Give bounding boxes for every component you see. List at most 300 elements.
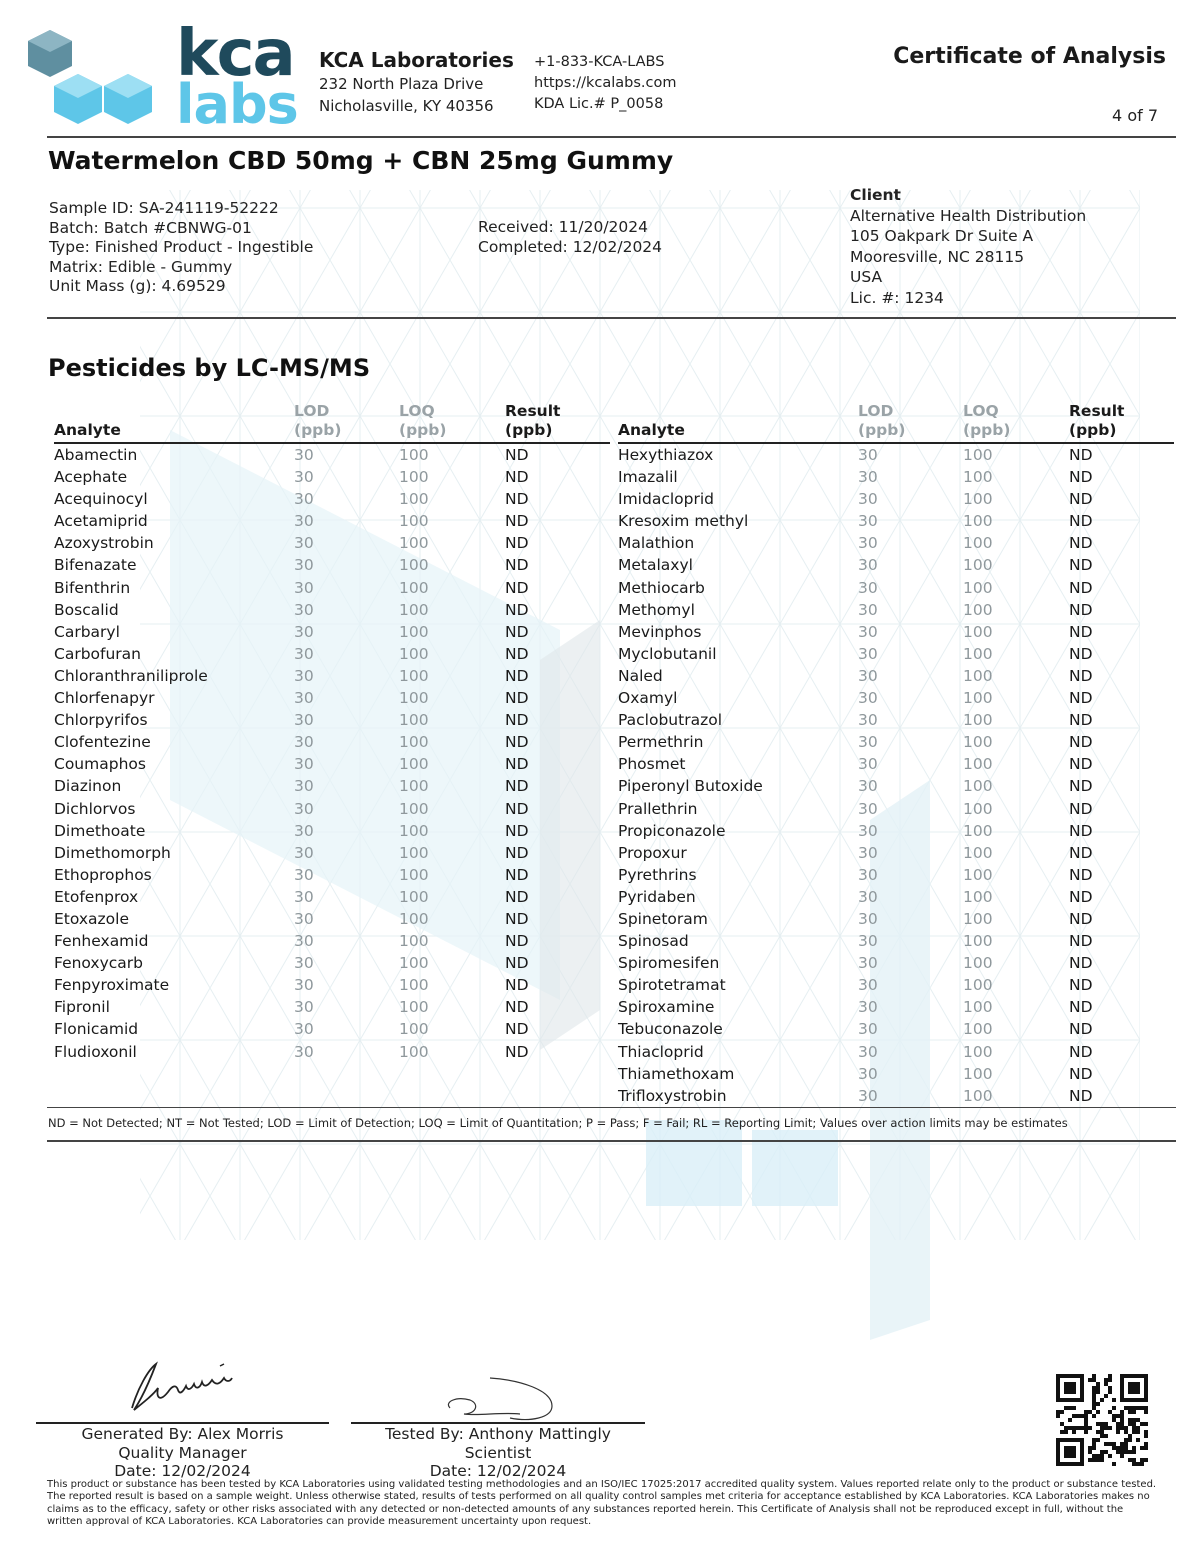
lod-value: 30 (858, 666, 878, 685)
loq-value: 100 (963, 1064, 993, 1083)
lod-value: 30 (858, 733, 878, 752)
analyte-name: Dimethoate (54, 821, 146, 840)
analyte-name: Malathion (618, 534, 695, 553)
result-value: ND (1069, 755, 1093, 774)
result-value: ND (505, 777, 529, 796)
table-row (618, 842, 1174, 864)
result-value: ND (505, 998, 529, 1017)
lod-value: 30 (858, 644, 878, 663)
loq-value: 100 (963, 600, 993, 619)
logo-wordmark-labs: labs (176, 73, 298, 136)
loq-value: 100 (399, 1042, 429, 1061)
result-value: ND (1069, 1020, 1093, 1039)
result-value: ND (1069, 733, 1093, 752)
loq-value: 100 (399, 887, 429, 906)
kca-logo-cubes-icon (28, 26, 158, 126)
loq-value: 100 (963, 512, 993, 531)
result-value: ND (505, 932, 529, 951)
analyte-name: Trifloxystrobin (618, 1086, 727, 1105)
table-row (618, 753, 1174, 775)
analyte-name: Acequinocyl (54, 490, 148, 509)
signature-anthony-mattingly-icon (440, 1374, 560, 1424)
lod-value: 30 (294, 622, 314, 641)
result-value: ND (1069, 1086, 1093, 1105)
lod-value: 30 (294, 843, 314, 862)
result-value: ND (505, 865, 529, 884)
table-row (618, 731, 1174, 753)
table-row (618, 930, 1174, 952)
received-date: Received: 11/20/2024 (478, 218, 649, 236)
analyte-name: Abamectin (54, 446, 138, 464)
lod-value: 30 (858, 821, 878, 840)
loq-value: 100 (963, 578, 993, 597)
loq-value: 100 (399, 644, 429, 663)
lod-value: 30 (858, 755, 878, 774)
disclaimer: This product or substance has been tested by KCA Laboratories using validated testing methodologies and an ISO/IEC 17025:2017 accredited quality system. Values reported relate only to the product or substance tested. The reported result is based on a sample weight. Unless otherwise stated, results of tests performed on all quality control samples met criteria for acceptance established by KCA Laboratories. KCA Laboratories makes no claims as to the efficacy, safety or other risks associated with any detected or non-detected amounts of any substances reported herein. This Certificate of Analysis shall not be reproduced except in full, without the written approval of KCA Laboratories. KCA Laboratories can provide measurement uncertainty upon request. (47, 1479, 1157, 1528)
loq-value: 100 (963, 976, 993, 995)
lod-value: 30 (858, 887, 878, 906)
result-value: ND (1069, 821, 1093, 840)
loq-value: 100 (399, 843, 429, 862)
table-row (618, 687, 1174, 709)
table-row (618, 665, 1174, 687)
pesticide-table-right (618, 402, 1174, 1107)
analyte-name: Methiocarb (618, 578, 705, 597)
result-value: ND (1069, 512, 1093, 531)
matrix: Matrix: Edible - Gummy (49, 257, 233, 276)
lod-value: 30 (858, 446, 878, 464)
lod-value: 30 (294, 733, 314, 752)
lod-value: 30 (858, 622, 878, 641)
lod-value: 30 (858, 512, 878, 531)
loq-value: 100 (963, 865, 993, 884)
table-header-row (618, 402, 1174, 443)
analyte-name: Propoxur (618, 843, 687, 862)
table-row (618, 1041, 1174, 1063)
result-value: ND (1069, 644, 1093, 663)
table-row (54, 665, 610, 687)
result-value: ND (1069, 666, 1093, 685)
client-heading: Client (850, 186, 901, 204)
analyte-name: Clofentezine (54, 733, 151, 752)
loq-value: 100 (963, 821, 993, 840)
analyte-name: Acetamiprid (54, 512, 148, 531)
lod-value: 30 (294, 998, 314, 1017)
result-value: ND (1069, 998, 1093, 1017)
analyte-name: Carbaryl (54, 622, 120, 641)
analyte-name: Prallethrin (618, 799, 698, 818)
loq-value: 100 (399, 821, 429, 840)
table-row (54, 510, 610, 532)
result-value: ND (1069, 490, 1093, 509)
header-result: Result (ppb) (505, 402, 561, 439)
table-row (618, 1085, 1174, 1107)
result-value: ND (505, 1042, 529, 1061)
lod-value: 30 (858, 777, 878, 796)
lod-value: 30 (294, 556, 314, 575)
analyte-name: Oxamyl (618, 689, 678, 708)
lod-value: 30 (858, 711, 878, 730)
lod-value: 30 (858, 1042, 878, 1061)
result-value: ND (1069, 843, 1093, 862)
lod-value: 30 (294, 512, 314, 531)
result-value: ND (1069, 578, 1093, 597)
result-value: ND (1069, 1042, 1093, 1061)
generated-by-block (36, 1425, 329, 1481)
table-row (54, 842, 610, 864)
header-analyte: Analyte (618, 421, 685, 439)
sample-info (49, 199, 313, 297)
loq-value: 100 (963, 998, 993, 1017)
result-value: ND (1069, 887, 1093, 906)
lod-value: 30 (294, 1042, 314, 1061)
lod-value: 30 (294, 799, 314, 818)
analyte-name: Imidacloprid (618, 490, 714, 509)
analyte-name: Chlorpyrifos (54, 711, 148, 730)
analyte-name: Fludioxonil (54, 1042, 137, 1061)
result-value: ND (1069, 556, 1093, 575)
analyte-name: Spinetoram (618, 909, 708, 928)
loq-value: 100 (399, 976, 429, 995)
result-value: ND (505, 711, 529, 730)
table-row (54, 731, 610, 753)
client-country: USA (850, 268, 883, 286)
table-row (618, 1063, 1174, 1085)
result-value: ND (505, 556, 529, 575)
lod-value: 30 (858, 578, 878, 597)
generated-by: Generated By: Alex Morris (81, 1425, 284, 1443)
table-row (618, 864, 1174, 886)
table-row (54, 996, 610, 1018)
header-loq: LOQ (ppb) (963, 402, 1011, 439)
lod-value: 30 (294, 755, 314, 774)
result-value: ND (505, 446, 529, 464)
analyte-name: Imazalil (618, 468, 678, 487)
table-row (54, 621, 610, 643)
table-row (54, 908, 610, 930)
analyte-name: Phosmet (618, 755, 686, 774)
result-value: ND (505, 976, 529, 995)
result-value: ND (505, 644, 529, 663)
loq-value: 100 (399, 689, 429, 708)
loq-value: 100 (963, 733, 993, 752)
lod-value: 30 (294, 578, 314, 597)
header-lod: LOD (ppb) (294, 402, 342, 439)
lab-website[interactable]: https://kcalabs.com (534, 75, 677, 91)
analyte-name: Permethrin (618, 733, 704, 752)
lod-value: 30 (294, 666, 314, 685)
analyte-name: Ethoprophos (54, 865, 152, 884)
table-row (54, 952, 610, 974)
loq-value: 100 (399, 666, 429, 685)
loq-value: 100 (963, 622, 993, 641)
loq-value: 100 (963, 689, 993, 708)
lab-name: KCA Laboratories (319, 48, 514, 72)
table-row (54, 1041, 610, 1063)
analyte-name: Paclobutrazol (618, 711, 722, 730)
analyte-name: Tebuconazole (618, 1020, 723, 1039)
header-analyte: Analyte (54, 421, 121, 439)
loq-value: 100 (399, 600, 429, 619)
lod-value: 30 (858, 954, 878, 973)
lod-value: 30 (294, 887, 314, 906)
lod-value: 30 (294, 976, 314, 995)
table-row (618, 643, 1174, 665)
result-value: ND (1069, 600, 1093, 619)
footnote-divider (47, 1140, 1176, 1142)
lod-value: 30 (294, 711, 314, 730)
result-value: ND (505, 490, 529, 509)
analyte-name: Acephate (54, 468, 128, 487)
lod-value: 30 (294, 600, 314, 619)
analyte-name: Spinosad (618, 932, 689, 951)
table-row (54, 753, 610, 775)
loq-value: 100 (399, 954, 429, 973)
lod-value: 30 (858, 1064, 878, 1083)
analyte-name: Etoxazole (54, 909, 130, 928)
signature-alex-morris-icon (120, 1358, 250, 1416)
loq-value: 100 (963, 799, 993, 818)
table-row (618, 488, 1174, 510)
loq-value: 100 (963, 909, 993, 928)
analyte-name: Bifenazate (54, 556, 137, 575)
result-value: ND (1069, 711, 1093, 730)
client-info (850, 185, 1086, 308)
logo-wordmark-kca: kca (176, 17, 294, 91)
tested-by-block (351, 1425, 645, 1481)
unit-mass: Unit Mass (g): 4.69529 (49, 277, 226, 295)
lod-value: 30 (858, 556, 878, 575)
analyte-name: Thiamethoxam (618, 1064, 735, 1083)
loq-value: 100 (399, 932, 429, 951)
result-value: ND (505, 954, 529, 973)
table-row (618, 709, 1174, 731)
lod-value: 30 (294, 490, 314, 509)
loq-value: 100 (963, 1020, 993, 1039)
loq-value: 100 (399, 512, 429, 531)
lod-value: 30 (858, 843, 878, 862)
loq-value: 100 (399, 755, 429, 774)
analyte-name: Metalaxyl (618, 556, 693, 575)
result-value: ND (505, 909, 529, 928)
dates-info (478, 218, 662, 257)
analyte-name: Spiromesifen (618, 954, 720, 973)
analyte-name: Dichlorvos (54, 799, 136, 818)
result-value: ND (1069, 689, 1093, 708)
client-city: Mooresville, NC 28115 (850, 247, 1025, 266)
qr-code-icon[interactable] (1056, 1374, 1148, 1466)
loq-value: 100 (963, 887, 993, 906)
table-row (618, 908, 1174, 930)
lab-license: KDA Lic.# P_0058 (534, 96, 664, 112)
loq-value: 100 (399, 556, 429, 575)
lod-value: 30 (294, 932, 314, 951)
result-value: ND (505, 689, 529, 708)
result-value: ND (1069, 799, 1093, 818)
tested-role: Scientist (464, 1443, 532, 1462)
lod-value: 30 (294, 777, 314, 796)
table-row (54, 599, 610, 621)
table-row (618, 510, 1174, 532)
table-row (618, 599, 1174, 621)
loq-value: 100 (963, 843, 993, 862)
loq-value: 100 (963, 932, 993, 951)
result-value: ND (505, 468, 529, 487)
lod-value: 30 (858, 689, 878, 708)
result-value: ND (1069, 622, 1093, 641)
lod-value: 30 (858, 976, 878, 995)
loq-value: 100 (963, 666, 993, 685)
analyte-name: Propiconazole (618, 821, 726, 840)
result-value: ND (1069, 468, 1093, 487)
table-row (54, 930, 610, 952)
lod-value: 30 (294, 821, 314, 840)
client-license: Lic. #: 1234 (850, 288, 944, 307)
table-row (54, 532, 610, 554)
analyte-name: Spiroxamine (618, 998, 715, 1017)
sample-id: Sample ID: SA-241119-52222 (49, 199, 279, 217)
result-value: ND (1069, 865, 1093, 884)
tested-by: Tested By: Anthony Mattingly (385, 1425, 611, 1443)
result-value: ND (505, 887, 529, 906)
lod-value: 30 (858, 998, 878, 1017)
loq-value: 100 (963, 468, 993, 487)
loq-value: 100 (399, 534, 429, 553)
table-row (618, 996, 1174, 1018)
loq-value: 100 (963, 1042, 993, 1061)
completed-date: Completed: 12/02/2024 (478, 237, 663, 256)
table-row (618, 1018, 1174, 1040)
analyte-name: Thiacloprid (618, 1042, 704, 1061)
analyte-name: Azoxystrobin (54, 534, 154, 553)
result-value: ND (1069, 909, 1093, 928)
loq-value: 100 (399, 777, 429, 796)
lab-address-line2: Nicholasville, KY 40356 (319, 97, 494, 115)
result-value: ND (505, 600, 529, 619)
document-title: Certificate of Analysis (893, 44, 1166, 69)
result-value: ND (505, 534, 529, 553)
loq-value: 100 (399, 865, 429, 884)
analyte-name: Carbofuran (54, 644, 141, 663)
signature-line-tested (351, 1422, 645, 1424)
table-row (618, 952, 1174, 974)
lod-value: 30 (294, 446, 314, 464)
lab-phone: +1-833-KCA-LABS (534, 54, 665, 70)
result-value: ND (505, 843, 529, 862)
analyte-name: Flonicamid (54, 1020, 139, 1039)
header-result: Result (ppb) (1069, 402, 1125, 439)
table-row (618, 974, 1174, 996)
analyte-name: Methomyl (618, 600, 695, 619)
loq-value: 100 (963, 644, 993, 663)
result-value: ND (1069, 446, 1093, 464)
lod-value: 30 (294, 1020, 314, 1039)
analyte-name: Fenoxycarb (54, 954, 144, 973)
result-value: ND (505, 1020, 529, 1039)
result-value: ND (505, 821, 529, 840)
loq-value: 100 (963, 490, 993, 509)
table-row (618, 621, 1174, 643)
loq-value: 100 (399, 998, 429, 1017)
loq-value: 100 (963, 446, 993, 464)
analyte-name: Pyrethrins (618, 865, 697, 884)
result-value: ND (505, 666, 529, 685)
analyte-name: Hexythiazox (618, 446, 714, 464)
loq-value: 100 (963, 534, 993, 553)
table-row (54, 974, 610, 996)
loq-value: 100 (963, 711, 993, 730)
table-header-row (54, 402, 610, 443)
batch: Batch: Batch #CBNWG-01 (49, 218, 252, 237)
result-value: ND (1069, 1064, 1093, 1083)
result-value: ND (505, 799, 529, 818)
result-value: ND (505, 578, 529, 597)
analyte-name: Etofenprox (54, 887, 139, 906)
lod-value: 30 (858, 799, 878, 818)
loq-value: 100 (399, 909, 429, 928)
loq-value: 100 (399, 468, 429, 487)
loq-value: 100 (399, 622, 429, 641)
table-row (54, 687, 610, 709)
sample-type: Type: Finished Product - Ingestible (49, 238, 314, 256)
table-row (54, 775, 610, 797)
table-row (618, 820, 1174, 842)
analyte-name: Bifenthrin (54, 578, 131, 597)
table-row (54, 643, 610, 665)
table-row (54, 488, 610, 510)
table-row (54, 577, 610, 599)
table-row (54, 466, 610, 488)
table-row (54, 864, 610, 886)
loq-value: 100 (399, 711, 429, 730)
lod-value: 30 (294, 865, 314, 884)
table-bottom-divider (47, 1107, 1176, 1108)
header-divider (47, 136, 1176, 138)
lod-value: 30 (858, 490, 878, 509)
analyte-name: Chlorfenapyr (54, 689, 155, 708)
analyte-name: Dimethomorph (54, 843, 171, 862)
page-number: 4 of 7 (1112, 106, 1158, 125)
section-title: Pesticides by LC-MS/MS (48, 354, 371, 382)
result-value: ND (1069, 932, 1093, 951)
header-loq: LOQ (ppb) (399, 402, 447, 439)
loq-value: 100 (399, 490, 429, 509)
result-value: ND (1069, 976, 1093, 995)
table-row (618, 577, 1174, 599)
table-row (618, 886, 1174, 908)
loq-value: 100 (963, 954, 993, 973)
analyte-name: Spirotetramat (618, 976, 726, 995)
table-row (54, 554, 610, 576)
loq-value: 100 (399, 578, 429, 597)
analyte-name: Fipronil (54, 998, 110, 1017)
analyte-name: Kresoxim methyl (618, 512, 749, 531)
analyte-name: Boscalid (54, 600, 119, 619)
result-value: ND (505, 733, 529, 752)
lod-value: 30 (294, 644, 314, 663)
result-value: ND (505, 622, 529, 641)
header-lod: LOD (ppb) (858, 402, 906, 439)
table-row (618, 443, 1174, 466)
analyte-name: Diazinon (54, 777, 122, 796)
lod-value: 30 (294, 468, 314, 487)
loq-value: 100 (963, 755, 993, 774)
lab-address-line1: 232 North Plaza Drive (319, 75, 484, 93)
lod-value: 30 (294, 954, 314, 973)
result-value: ND (1069, 954, 1093, 973)
generated-role: Quality Manager (118, 1443, 247, 1462)
result-value: ND (1069, 534, 1093, 553)
